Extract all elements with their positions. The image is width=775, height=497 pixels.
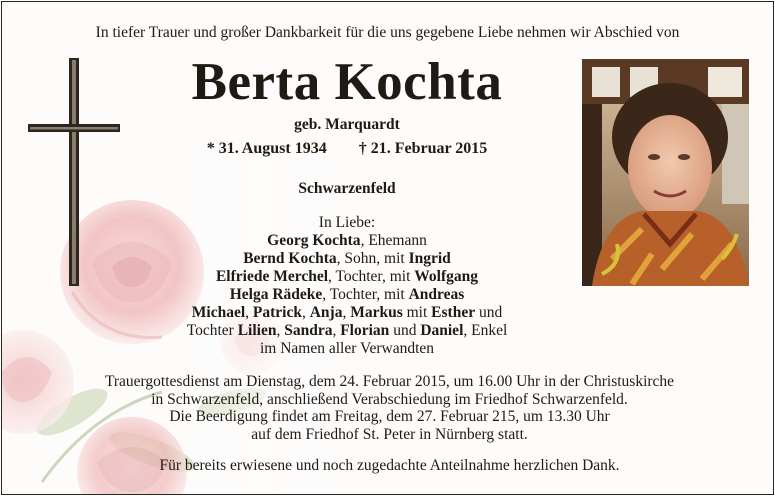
mourner-line: Tochter Lilien, Sandra, Florian und Daniel, Enkel — [186, 322, 508, 339]
obituary-card — [1, 1, 774, 495]
mourner-line: Michael, Patrick, Anja, Markus mit Esther und — [191, 304, 503, 321]
burial-line: Die Beerdigung findet am Freitag, dem 27. Februar 215, um 13.30 Uhr — [169, 408, 610, 425]
mourners-list — [147, 214, 547, 358]
mourner-line: im Namen aller Verwandten — [259, 340, 435, 357]
life-dates — [147, 140, 547, 158]
mourner-line: Bernd Kochta, Sohn, mit Ingrid — [243, 250, 451, 267]
portrait-photo — [582, 59, 749, 286]
mourner-line: Elfriede Merchel, Tochter, mit Wolfgang — [215, 268, 479, 285]
cross-icon — [28, 58, 120, 288]
mourner-line: Helga Rädeke, Tochter, mit Andreas — [229, 286, 465, 303]
intro-text: In tiefer Trauer und großer Dankbarkeit für die uns gegebene Liebe nehmen wir Abschied von — [95, 24, 680, 41]
mourners-intro: In Liebe: — [318, 214, 376, 231]
service-line: Trauergottesdienst am Dienstag, dem 24. Februar 2015, um 16.00 Uhr in der Christuskirche — [104, 373, 675, 390]
service-line: in Schwarzenfeld, anschließend Verabschiedung im Friedhof Schwarzenfeld. — [151, 390, 628, 408]
birth-date: * 31. August 1934 — [206, 140, 327, 157]
deceased-name: Berta Kochta — [191, 53, 503, 111]
service-info — [42, 373, 737, 443]
burial-line: auf dem Friedhof St. Peter in Nürnberg statt. — [251, 425, 528, 443]
thanks-text: Für bereits erwiesene und noch zugedachte Anteilnahme herzlichen Dank. — [159, 457, 620, 474]
hometown: Schwarzenfeld — [298, 180, 396, 197]
mourner-line: Georg Kochta, Ehemann — [267, 232, 427, 249]
maiden-name: geb. Marquardt — [294, 116, 400, 133]
death-date: † 21. Februar 2015 — [358, 140, 488, 157]
